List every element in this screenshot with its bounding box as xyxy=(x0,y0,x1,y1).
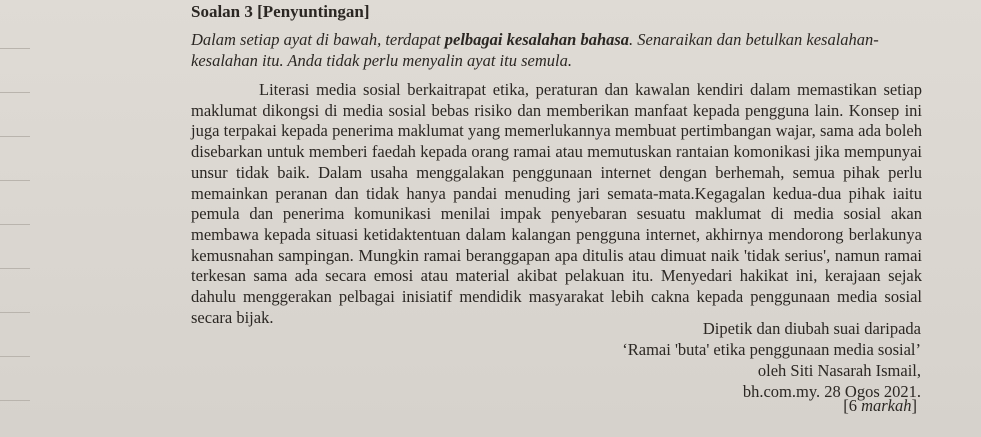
source-line: Dipetik dan diubah suai daripada xyxy=(702,319,921,338)
source-site-date: bh.com.my. 28 Ogos 2021. xyxy=(742,382,921,401)
marks-word: markah xyxy=(861,396,912,415)
margin-rule xyxy=(0,400,30,401)
passage xyxy=(191,80,922,328)
source-article-title: ‘Ramai 'buta' etika penggunaan media sosial’ xyxy=(622,340,921,359)
instruction-text: Dalam setiap ayat di bawah, terdapat xyxy=(191,30,445,49)
question-instruction xyxy=(191,29,911,71)
margin-rule xyxy=(0,312,30,313)
instruction-emphasis: pelbagai kesalahan bahasa xyxy=(444,30,630,49)
margin-rule xyxy=(0,180,30,181)
margin-rule xyxy=(0,92,30,93)
marks-close: ] xyxy=(911,396,917,415)
instruction-text: . Senaraikan dan betulkan kesalahan-kesalahan itu. Anda tidak perlu menyalin ayat itu semula. xyxy=(191,30,879,70)
question-title: Soalan 3 [Penyuntingan] xyxy=(191,2,370,21)
marks-open: [6 xyxy=(843,396,862,415)
margin-rule xyxy=(0,48,30,49)
source-citation xyxy=(622,318,921,402)
passage-paragraph: Literasi media sosial berkaitrapat etika, peraturan dan kawalan kendiri dalam memastikan setiap maklumat dikongsi di media sosial bebas risiko dan memberikan manfaat kepada pengguna lain. Konsep ini juga terpakai kepada penerima maklumat yang memerlukannya membuat pertimbangan wajar, sama ada boleh disebarkan untuk memberi faedah kepada orang ramai atau memutuskan rantaian komonikasi jika mempunyai unsur tidak baik. Dalam usaha menggalakan penggunaan internet dengan berhemah, semua pihak perlu memainkan peranan dan tidak hanya pandai menuding jari semata-mata.Kegagalan kedua-dua pihak iaitu pemula dan penerima komunikasi menilai impak penyebaran sesuatu maklumat di media sosial akan membawa kepada situasi ketidaktentuan dalam kalangan pengguna internet, akhirnya mendorong berlakunya kemusnahan sampingan. Mungkin ramai beranggapan apa ditulis atau dimuat naik 'tidak serius', namun ramai terkesan sama ada secara emosi atau material akibat pelakuan itu. Menyedari hakikat ini, kerajaan sejak dahulu menggerakan pelbagai inisiatif mendidik masyarakat lebih cakna kepada penggunaan media sosial secara bijak. xyxy=(191,80,922,327)
source-author: oleh Siti Nasarah Ismail, xyxy=(757,361,921,380)
margin-rule xyxy=(0,224,30,225)
margin-rule xyxy=(0,136,30,137)
margin-rule xyxy=(0,268,30,269)
margin-rule xyxy=(0,356,30,357)
marks-label xyxy=(843,396,917,416)
